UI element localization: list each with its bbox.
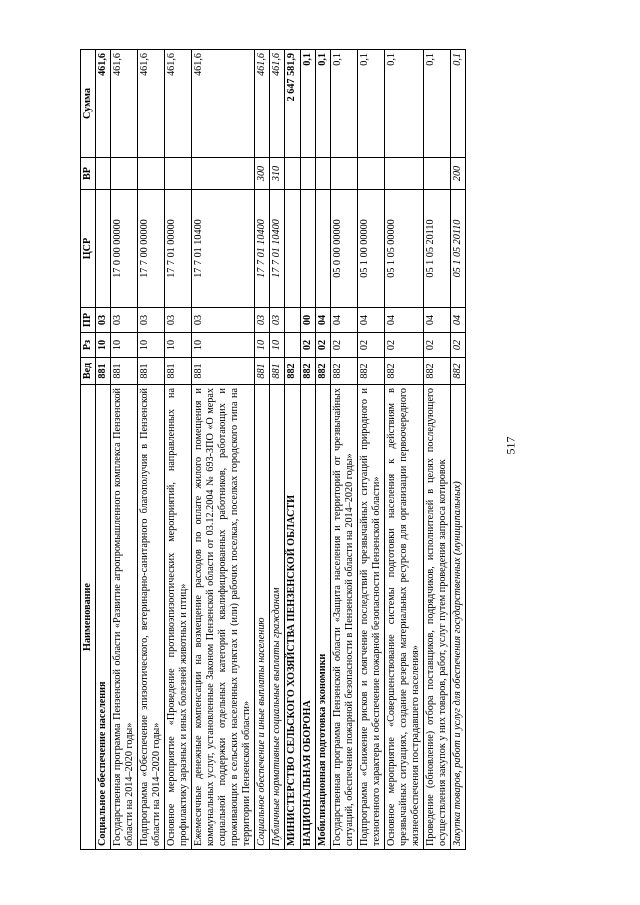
- page-number: 517: [503, 436, 518, 455]
- table-row: [450, 50, 465, 850]
- table-row: [165, 50, 192, 850]
- cell-ved: 882: [384, 358, 423, 385]
- cell-rz: 02: [423, 333, 450, 358]
- cell-ved: 881: [270, 358, 285, 385]
- cell-pr: 03: [270, 308, 285, 333]
- cell-name: Социальное обеспечение и иные выплаты населению: [255, 385, 270, 850]
- cell-csr: [315, 190, 330, 308]
- budget-table: [80, 49, 466, 850]
- table-row: [192, 50, 255, 850]
- cell-pr: 00: [300, 308, 315, 333]
- table-header-row: [81, 50, 96, 850]
- table-row: [270, 50, 285, 850]
- cell-sum: 2 647 581,9: [285, 50, 300, 158]
- cell-pr: 04: [357, 308, 384, 333]
- cell-rz: 02: [384, 333, 423, 358]
- table-body: [96, 50, 466, 850]
- table-row: [96, 50, 111, 850]
- cell-ved: 882: [423, 358, 450, 385]
- cell-vr: [138, 158, 165, 190]
- cell-rz: 02: [315, 333, 330, 358]
- cell-csr: 17 7 01 00000: [165, 190, 192, 308]
- cell-rz: [285, 333, 300, 358]
- cell-sum: 0,1: [300, 50, 315, 158]
- cell-pr: 03: [111, 308, 138, 333]
- table-row: [384, 50, 423, 850]
- cell-pr: 04: [315, 308, 330, 333]
- table-row: [138, 50, 165, 850]
- cell-ved: 882: [285, 358, 300, 385]
- cell-vr: 310: [270, 158, 285, 190]
- cell-rz: 10: [111, 333, 138, 358]
- cell-csr: [300, 190, 315, 308]
- cell-pr: 04: [384, 308, 423, 333]
- cell-vr: 300: [255, 158, 270, 190]
- cell-vr: [192, 158, 255, 190]
- cell-sum: 0,1: [330, 50, 357, 158]
- cell-rz: 10: [165, 333, 192, 358]
- cell-vr: [315, 158, 330, 190]
- cell-vr: [96, 158, 111, 190]
- cell-sum: 0,1: [357, 50, 384, 158]
- cell-vr: 200: [450, 158, 465, 190]
- cell-csr: 17 0 00 00000: [111, 190, 138, 308]
- cell-sum: 461,6: [192, 50, 255, 158]
- table-row: [255, 50, 270, 850]
- cell-csr: 05 1 00 00000: [357, 190, 384, 308]
- cell-name: Государственная программа Пензенской области «Защита населения и территорий от чрезвычайных ситуаций, обеспечение пожарной безопасности в Пензенской области на 2014–2020 годы»: [330, 385, 357, 850]
- table-row: [330, 50, 357, 850]
- cell-csr: 17 7 01 10400: [192, 190, 255, 308]
- cell-vr: [384, 158, 423, 190]
- cell-pr: 04: [450, 308, 465, 333]
- header-csr: ЦСР: [81, 190, 96, 308]
- header-pr: ПР: [81, 308, 96, 333]
- cell-ved: 881: [111, 358, 138, 385]
- cell-csr: [96, 190, 111, 308]
- cell-sum: 0,1: [384, 50, 423, 158]
- cell-csr: 05 1 05 20110: [450, 190, 465, 308]
- cell-name: НАЦИОНАЛЬНАЯ ОБОРОНА: [300, 385, 315, 850]
- cell-name: МИНИСТЕРСТВО СЕЛЬСКОГО ХОЗЯЙСТВА ПЕНЗЕНСКОЙ ОБЛАСТИ: [285, 385, 300, 850]
- cell-rz: 10: [255, 333, 270, 358]
- cell-sum: 0,1: [423, 50, 450, 158]
- table-row: [423, 50, 450, 850]
- cell-sum: 0,1: [450, 50, 465, 158]
- cell-vr: [423, 158, 450, 190]
- header-sum: Сумма: [81, 50, 96, 158]
- cell-pr: 03: [255, 308, 270, 333]
- cell-ved: 881: [165, 358, 192, 385]
- header-rz: Рз: [81, 333, 96, 358]
- table-row: [300, 50, 315, 850]
- cell-sum: 461,6: [138, 50, 165, 158]
- cell-ved: 881: [96, 358, 111, 385]
- cell-name: Проведение (обновление) отбора поставщиков, подрядчиков, исполнителей в целях последующего осуществления закупок у них товаров, работ, услуг путем проведения запроса котировок: [423, 385, 450, 850]
- cell-sum: 461,6: [96, 50, 111, 158]
- cell-rz: 02: [300, 333, 315, 358]
- cell-ved: 881: [255, 358, 270, 385]
- cell-rz: 10: [270, 333, 285, 358]
- cell-vr: [330, 158, 357, 190]
- cell-pr: 03: [138, 308, 165, 333]
- rotated-document-table: [80, 50, 515, 850]
- cell-vr: [300, 158, 315, 190]
- cell-pr: [285, 308, 300, 333]
- table-row: [315, 50, 330, 850]
- cell-sum: 461,6: [255, 50, 270, 158]
- header-vr: ВР: [81, 158, 96, 190]
- cell-pr: 03: [192, 308, 255, 333]
- cell-name: Мобилизационная подготовка экономики: [315, 385, 330, 850]
- cell-csr: 05 1 05 20110: [423, 190, 450, 308]
- cell-rz: 10: [96, 333, 111, 358]
- table-row: [357, 50, 384, 850]
- cell-pr: 04: [330, 308, 357, 333]
- cell-rz: 10: [192, 333, 255, 358]
- cell-csr: 05 0 00 00000: [330, 190, 357, 308]
- table-row: [285, 50, 300, 850]
- cell-ved: 882: [330, 358, 357, 385]
- cell-name: Публичные нормативные социальные выплаты гражданам: [270, 385, 285, 850]
- cell-rz: 02: [450, 333, 465, 358]
- header-ved: Вед: [81, 358, 96, 385]
- cell-sum: 461,6: [165, 50, 192, 158]
- cell-pr: 03: [96, 308, 111, 333]
- cell-name: Ежемесячные денежные компенсации на возмещение расходов по оплате жилого помещения и коммунальных услуг, установленные Законом Пензенской области от 03.12.2004 № 693-ЗПО «О мерах социальной поддержки отдельных категорий квалифицированных работников, работающих и проживающих в сельских населенных пунктах и (или) рабочих поселках, поселках городского типа на территории Пензенской области»: [192, 385, 255, 850]
- cell-csr: 05 1 05 00000: [384, 190, 423, 308]
- cell-name: Подпрограмма «Обеспечение эпизоотического, ветеринарно-санитарного благополучия в Пензенской области на 2014–2020 годы»: [138, 385, 165, 850]
- cell-rz: 02: [330, 333, 357, 358]
- cell-name: Основное мероприятие «Совершенствование системы подготовки населения к действиям в чрезвычайных ситуациях, создание резерва материальных ресурсов для организации первоочередного жизнеобеспечения пострадавшего населения»: [384, 385, 423, 850]
- cell-ved: 881: [192, 358, 255, 385]
- cell-csr: 17 7 01 10400: [255, 190, 270, 308]
- cell-sum: 461,6: [111, 50, 138, 158]
- cell-ved: 882: [300, 358, 315, 385]
- cell-pr: 04: [423, 308, 450, 333]
- cell-rz: 10: [138, 333, 165, 358]
- cell-name: Государственная программа Пензенской области «Развитие агропромышленного комплекса Пензенской области на 2014–2020 годы»: [111, 385, 138, 850]
- cell-ved: 882: [450, 358, 465, 385]
- cell-csr: 17 7 01 10400: [270, 190, 285, 308]
- cell-csr: [285, 190, 300, 308]
- cell-vr: [285, 158, 300, 190]
- cell-name: Подпрограмма «Снижение рисков и смягчение последствий чрезвычайных ситуаций природного и техногенного характера и обеспечение пожарной безопасности Пензенской области»: [357, 385, 384, 850]
- cell-sum: 461,6: [270, 50, 285, 158]
- cell-sum: 0,1: [315, 50, 330, 158]
- cell-vr: [357, 158, 384, 190]
- cell-csr: 17 7 00 00000: [138, 190, 165, 308]
- cell-pr: 03: [165, 308, 192, 333]
- cell-ved: 882: [315, 358, 330, 385]
- cell-ved: 882: [357, 358, 384, 385]
- header-name: Наименование: [81, 385, 96, 850]
- cell-rz: 02: [357, 333, 384, 358]
- cell-name: Закупка товаров, работ и услуг для обеспечения государственных (муниципальных): [450, 385, 465, 850]
- cell-vr: [111, 158, 138, 190]
- table-row: [111, 50, 138, 850]
- cell-name: Социальное обеспечение населения: [96, 385, 111, 850]
- cell-ved: 881: [138, 358, 165, 385]
- cell-vr: [165, 158, 192, 190]
- cell-name: Основное мероприятие «Проведение противоэпизоотических мероприятий, направленных на профилактику заразных и иных болезней животных и птиц»: [165, 385, 192, 850]
